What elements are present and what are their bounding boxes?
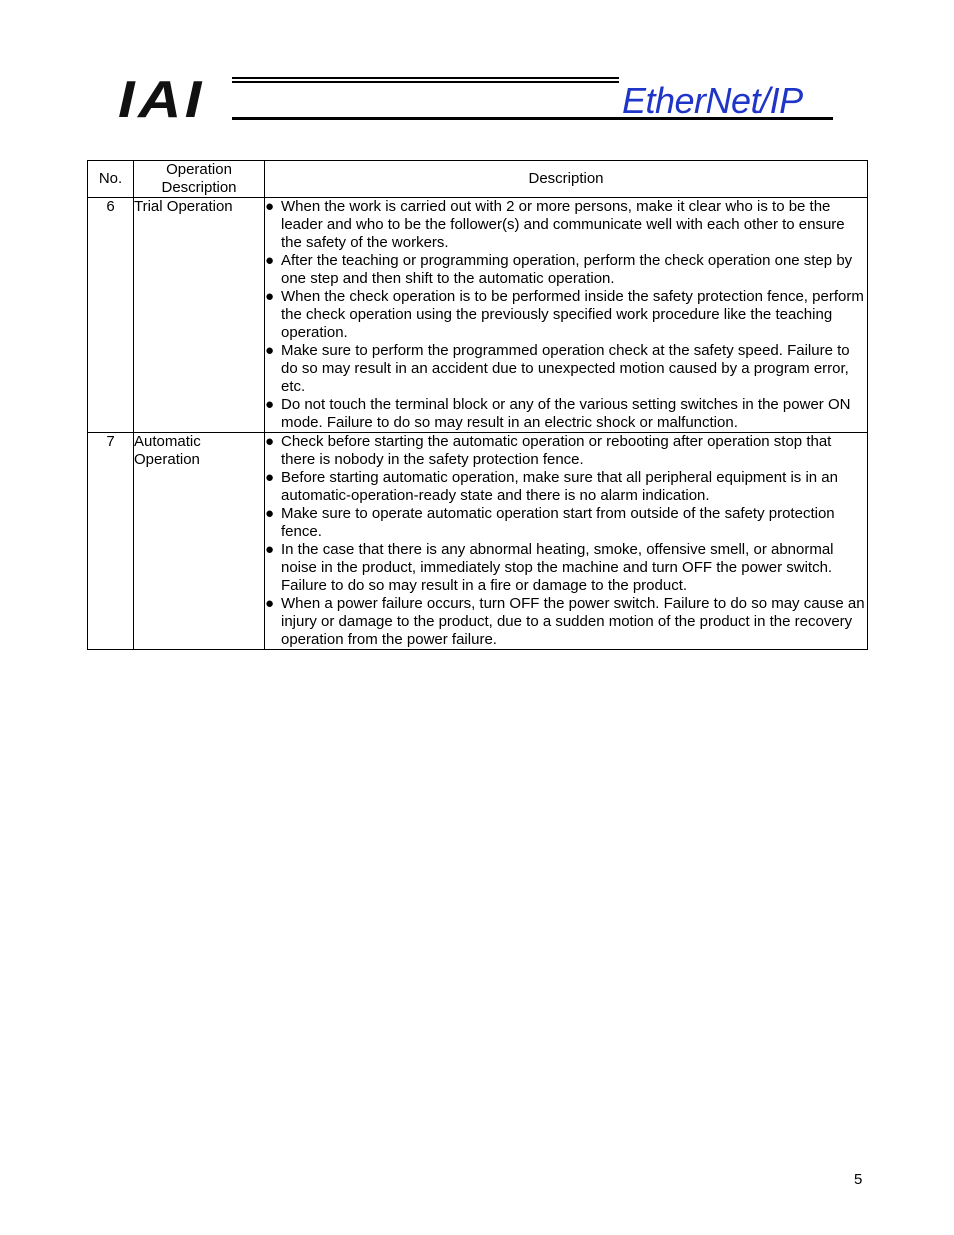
row-number: 6 [88,198,134,433]
bullet-item [265,433,867,469]
bullet-icon: ● [265,469,275,486]
header-rule-top-2 [232,81,619,83]
bullet-text: Check before starting the automatic operation or rebooting after operation stop that there is nobody in the safety protection fence. [281,433,832,468]
bullet-item [265,252,867,288]
bullet-item [265,288,867,342]
description-cell [265,198,868,433]
bullet-icon: ● [265,252,275,269]
header-operation-label: Operation Description [161,161,237,196]
bullet-item [265,541,867,595]
operations-table [87,160,868,650]
bullet-list [265,198,867,432]
bullet-icon: ● [265,433,275,450]
iai-logo: IAI [118,71,205,129]
page-number: 5 [854,1171,863,1188]
bullet-list [265,433,867,649]
operation-name: Automatic Operation [134,433,265,650]
bullet-item [265,505,867,541]
bullet-icon: ● [265,342,275,359]
bullet-icon: ● [265,396,275,413]
bullet-icon: ● [265,288,275,305]
bullet-icon: ● [265,595,275,612]
header-operation [134,161,265,198]
bullet-item [265,342,867,396]
bullet-item [265,595,867,649]
operation-name: Trial Operation [134,198,265,433]
product-name: EtherNet/IP [622,80,803,121]
header-description: Description [265,161,868,198]
bullet-text: In the case that there is any abnormal heating, smoke, offensive smell, or abnormal noise in the product, immediately stop the machine and turn OFF the power switch. Failure to do so may result in a fire or damage to the product. [281,541,834,594]
bullet-text: Do not touch the terminal block or any of the various setting switches in the power ON mode. Failure to do so may result in an electric shock or malfunction. [281,396,851,431]
bullet-text: Before starting automatic operation, make sure that all peripheral equipment is in an automatic-operation-ready state and there is no alarm indication. [281,469,838,504]
bullet-text: Make sure to operate automatic operation start from outside of the safety protection fence. [281,505,835,540]
bullet-text: When the work is carried out with 2 or more persons, make it clear who is to be the leader and who to be the follower(s) and communicate well with each other to ensure the safety of the workers. [281,198,845,251]
bullet-item [265,396,867,432]
description-cell [265,433,868,650]
bullet-text: When the check operation is to be performed inside the safety protection fence, perform the check operation using the previously specified work procedure like the teaching operation. [281,288,864,341]
table-header-row [88,161,868,198]
bullet-text: After the teaching or programming operation, perform the check operation one step by one step and then shift to the automatic operation. [281,252,853,287]
header-no: No. [88,161,134,198]
header-rule-top [232,77,619,79]
bullet-item [265,469,867,505]
bullet-icon: ● [265,505,275,522]
bullet-icon: ● [265,541,275,558]
table-row [88,198,868,433]
bullet-icon: ● [265,198,275,215]
bullet-text: When a power failure occurs, turn OFF the power switch. Failure to do so may cause an injury or damage to the product, due to a sudden motion of the product in the recovery operation from the power failure. [281,595,865,648]
bullet-item [265,198,867,252]
page-header [0,0,954,140]
table-row [88,433,868,650]
row-number: 7 [88,433,134,650]
bullet-text: Make sure to perform the programmed operation check at the safety speed. Failure to do so may result in an accident due to unexpected motion caused by a program error, etc. [281,342,850,395]
